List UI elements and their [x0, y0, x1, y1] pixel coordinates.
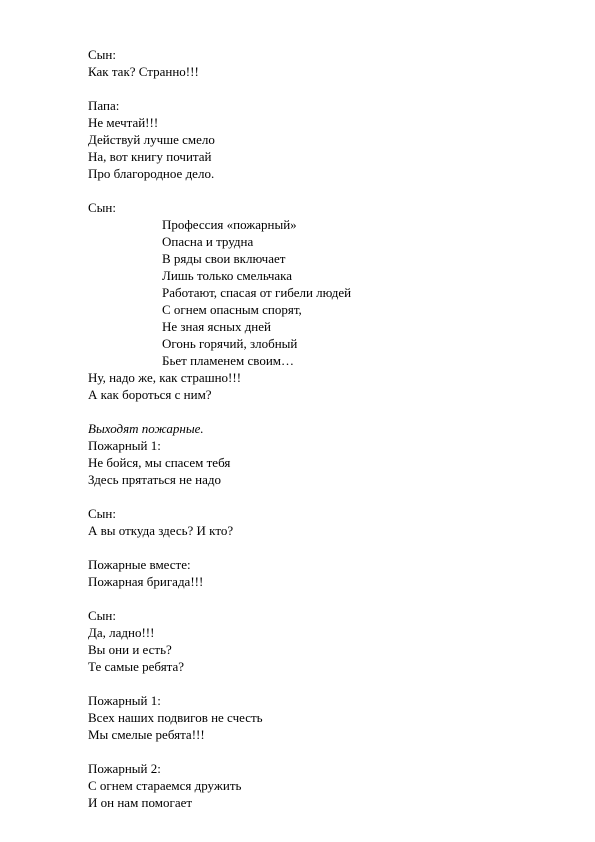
- speaker-label: Пожарные вместе:: [88, 557, 191, 572]
- speaker-label: Пожарный 2:: [88, 761, 161, 776]
- dialogue-line: Ну, надо же, как страшно!!!: [88, 370, 242, 385]
- speaker-label: Сын:: [88, 200, 116, 215]
- dialogue-line: Всех наших подвигов не счесть: [88, 710, 263, 725]
- speaker-label: Сын:: [88, 47, 116, 62]
- verse-line: Не зная ясных дней: [162, 319, 271, 334]
- dialogue-line: Как так? Странно!!!: [88, 64, 199, 79]
- dialogue-line: Те самые ребята?: [88, 659, 185, 674]
- poem-verse: [88, 216, 568, 369]
- dialogue-line: С огнем стараемся дружить: [88, 778, 242, 793]
- dialogue-line: Здесь прятаться не надо: [88, 472, 221, 487]
- stage-direction: Выходят пожарные.: [88, 421, 204, 436]
- verse-line: В ряды свои включает: [162, 251, 286, 266]
- speaker-label: Сын:: [88, 608, 116, 623]
- speaker-label: Пожарный 1:: [88, 693, 161, 708]
- verse-line: С огнем опасным спорят,: [162, 302, 302, 317]
- dialogue-line: Не мечтай!!!: [88, 115, 159, 130]
- speaker-label: Папа:: [88, 98, 120, 113]
- dialogue-line: Мы смелые ребята!!!: [88, 727, 205, 742]
- verse-line: Огонь горячий, злобный: [162, 336, 298, 351]
- verse-line: Бьет пламенем своим…: [162, 353, 295, 368]
- speaker-label: Сын:: [88, 506, 116, 521]
- verse-line: Лишь только смельчака: [162, 268, 293, 283]
- speaker-label: Пожарный 1:: [88, 438, 161, 453]
- dialogue-line: Да, ладно!!!: [88, 625, 155, 640]
- verse-line: Профессия «пожарный»: [162, 217, 297, 232]
- dialogue-line: Не бойся, мы спасем тебя: [88, 455, 231, 470]
- dialogue-line: Действуй лучше смело: [88, 132, 215, 147]
- dialogue-line: Вы они и есть?: [88, 642, 172, 657]
- dialogue-line: А как бороться с ним?: [88, 387, 212, 402]
- dialogue-line: Пожарная бригада!!!: [88, 574, 204, 589]
- dialogue-line: А вы откуда здесь? И кто?: [88, 523, 234, 538]
- verse-line: Работают, спасая от гибели людей: [162, 285, 352, 300]
- dialogue-line: На, вот книгу почитай: [88, 149, 212, 164]
- dialogue-line: Про благородное дело.: [88, 166, 215, 181]
- dialogue-line: И он нам помогает: [88, 795, 193, 810]
- verse-line: Опасна и трудна: [162, 234, 254, 249]
- script-text: [88, 46, 568, 811]
